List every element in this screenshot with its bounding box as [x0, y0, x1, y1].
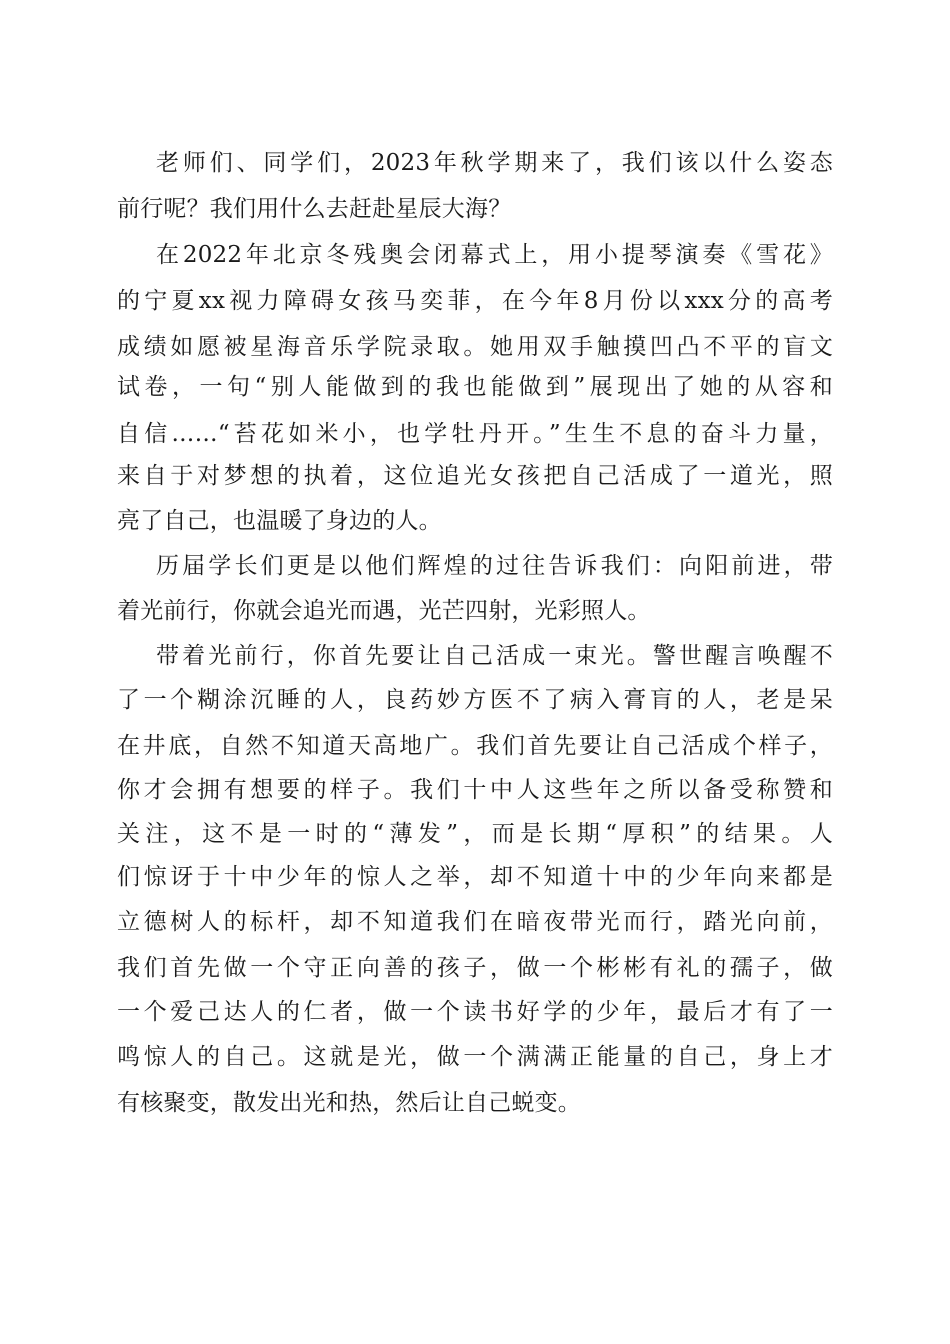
- paragraph-2-line-6: 来自于对梦想的执着，这位追光女孩把自己活成了一道光，照: [117, 463, 833, 489]
- paragraph-2-line-3: 成绩如愿被星海音乐学院录取。她用双手触摸凹凸不平的盲文: [117, 334, 833, 360]
- paragraph-1-line-1: 老师们、同学们，2023年秋学期来了，我们该以什么姿态: [156, 150, 833, 176]
- paragraph-4-line-9: 一个爱己达人的仁者，做一个读书好学的少年，最后才有了一: [117, 999, 833, 1025]
- paragraph-1-line-2: 前行呢？我们用什么去赶赴星辰大海？: [117, 196, 512, 222]
- paragraph-2-line-7: 亮了自己，也温暖了身边的人。: [117, 508, 442, 534]
- paragraph-4-line-10: 鸣惊人的自己。这就是光，做一个满满正能量的自己，身上才: [117, 1044, 833, 1070]
- paragraph-2-line-5: 自信……“苔花如米小，也学牡丹开。”生生不息的奋斗力量，: [117, 421, 833, 447]
- paragraph-4-line-4: 你才会拥有想要的样子。我们十中人这些年之所以备受称赞和: [117, 777, 833, 803]
- paragraph-2-line-4: 试卷，一句“别人能做到的我也能做到”展现出了她的从容和: [117, 374, 833, 400]
- paragraph-3-line-1: 历届学长们更是以他们辉煌的过往告诉我们：向阳前进，带: [156, 553, 833, 579]
- paragraph-4-line-7: 立德树人的标杆，却不知道我们在暗夜带光而行，踏光向前，: [117, 909, 833, 935]
- paragraph-4-line-11: 有核聚变，散发出光和热，然后让自己蜕变。: [117, 1090, 581, 1116]
- paragraph-2-line-1: 在2022年北京冬残奥会闭幕式上，用小提琴演奏《雪花》: [156, 242, 833, 268]
- paragraph-4-line-5: 关注，这不是一时的“薄发”，而是长期“厚积”的结果。人: [117, 821, 833, 847]
- paragraph-3-line-2: 着光前行，你就会追光而遇，光芒四射，光彩照人。: [117, 598, 651, 624]
- paragraph-4-line-8: 我们首先做一个守正向善的孩子，做一个彬彬有礼的孺子，做: [117, 955, 833, 981]
- paragraph-4-line-1: 带着光前行，你首先要让自己活成一束光。警世醒言唤醒不: [156, 643, 833, 669]
- paragraph-2-line-2: 的宁夏xx视力障碍女孩马奕菲，在今年8月份以xxx分的高考: [117, 288, 833, 314]
- paragraph-4-line-3: 在井底，自然不知道天高地广。我们首先要让自己活成个样子，: [117, 733, 833, 759]
- paragraph-4-line-6: 们惊讶于十中少年的惊人之举，却不知道十中的少年向来都是: [117, 864, 833, 890]
- paragraph-4-line-2: 了一个糊涂沉睡的人，良药妙方医不了病入膏肓的人，老是呆: [117, 687, 833, 713]
